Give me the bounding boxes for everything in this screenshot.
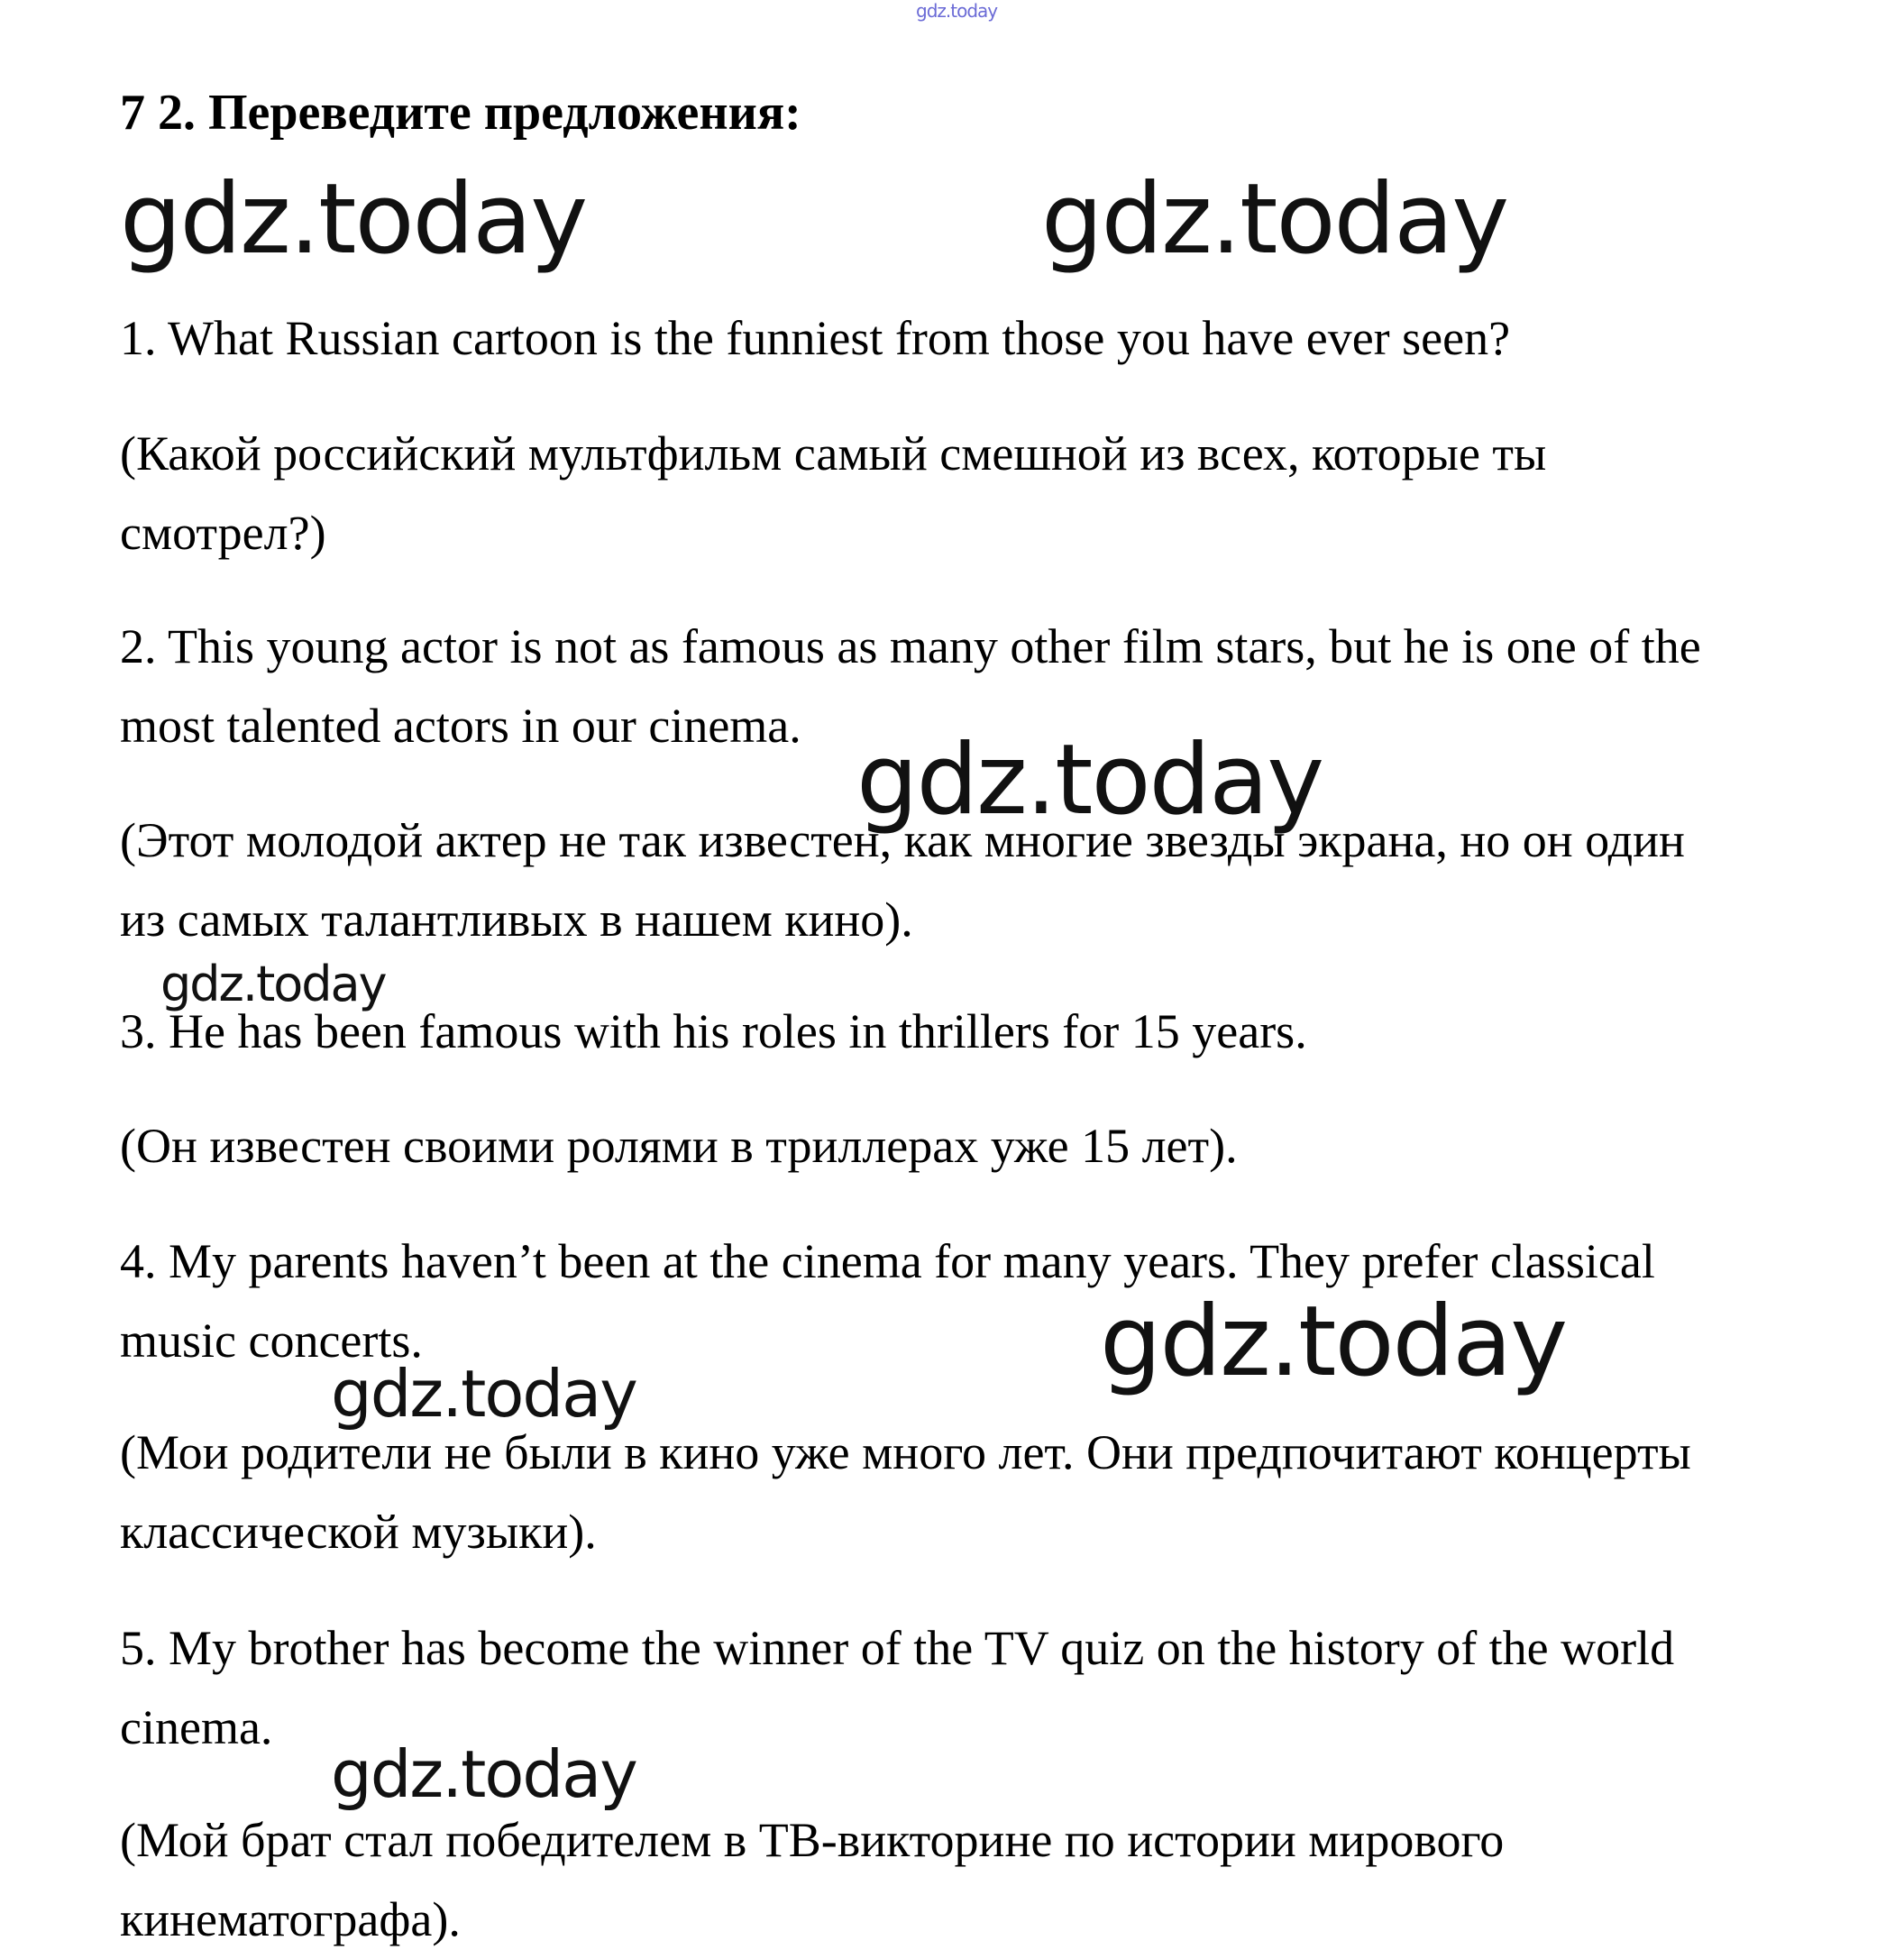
top-watermark: gdz.today [916, 0, 998, 22]
text-line: music concerts. [120, 1314, 423, 1368]
text-line: (Мои родители не были в кино уже много лет. Они предпочитают концерты [120, 1425, 1691, 1479]
sentence-4-russian [120, 1413, 1691, 1571]
watermark-logo: gdz.today [1100, 1286, 1567, 1398]
text-line: 3. He has been famous with his roles in thrillers for 15 years. [120, 1004, 1307, 1058]
watermark-logo: gdz.today [856, 724, 1323, 837]
watermark-logo: gdz.today [331, 1356, 636, 1432]
watermark-logo: gdz.today [160, 956, 386, 1012]
sentence-2-russian [120, 801, 1685, 959]
text-line: из самых талантливых в нашем кино). [120, 893, 913, 947]
sentence-1-english [120, 298, 1510, 378]
text-line: cinema. [120, 1700, 273, 1754]
text-line: most talented actors in our cinema. [120, 699, 801, 753]
sentence-3-english [120, 992, 1307, 1071]
sentence-5-russian [120, 1800, 1504, 1959]
text-line: 2. This young actor is not as famous as many other film stars, but he is one of the [120, 619, 1701, 673]
sentence-3-russian [120, 1106, 1238, 1185]
text-line: 4. My parents haven’t been at the cinema for many years. They prefer classical [120, 1234, 1655, 1288]
text-line: 1. What Russian cartoon is the funniest from those you have ever seen? [120, 311, 1511, 365]
text-line: (Этот молодой актер не так известен, как многие звезды экрана, но он один [120, 813, 1685, 867]
sentence-1-russian [120, 414, 1546, 572]
text-line: классической музыки). [120, 1505, 597, 1559]
watermark-logo: gdz.today [120, 163, 587, 276]
exercise-heading: 7 2. Переведите предложения: [120, 85, 801, 141]
text-line: (Какой российский мультфильм самый смешной из всех, которые ты [120, 426, 1547, 481]
text-line: (Мой брат стал победителем в ТВ-викторине по истории мирового [120, 1813, 1505, 1867]
text-line: 5. My brother has become the winner of the TV quiz on the history of the world [120, 1621, 1675, 1675]
text-line: смотрел?) [120, 506, 326, 560]
watermark-logo: gdz.today [1041, 163, 1508, 276]
text-line: кинематографа). [120, 1892, 461, 1946]
watermark-logo: gdz.today [331, 1736, 636, 1812]
text-line: (Он известен своими ролями в триллерах уже 15 лет). [120, 1119, 1238, 1173]
